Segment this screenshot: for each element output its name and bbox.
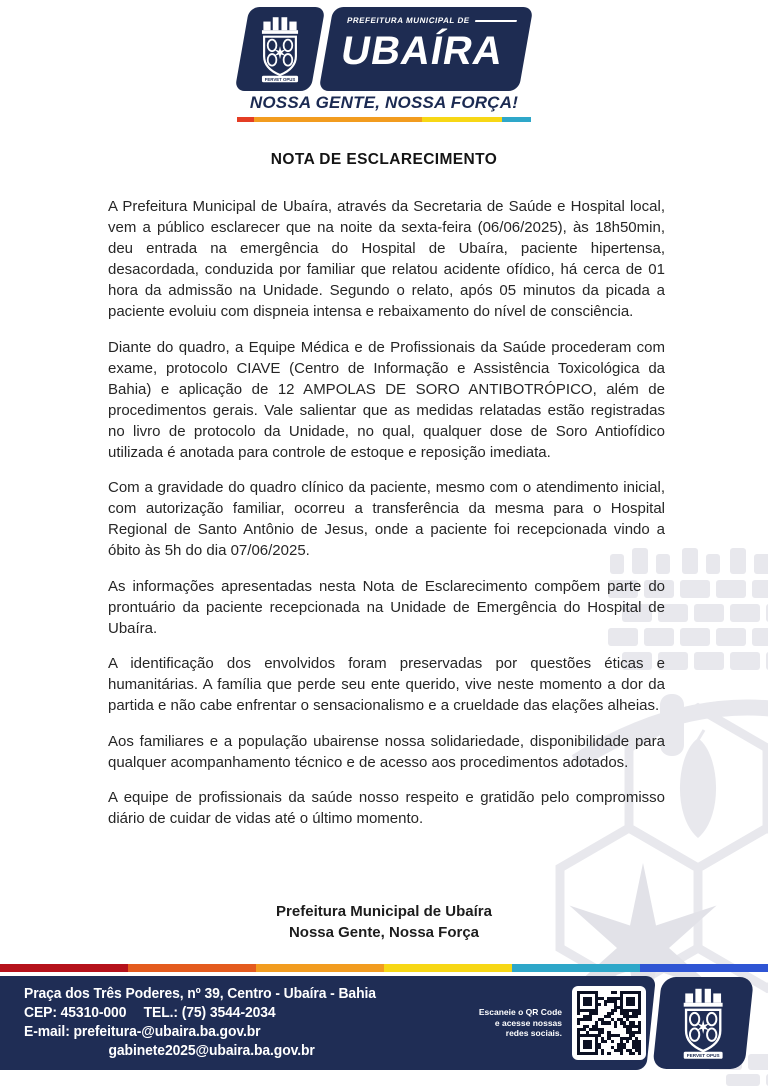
page-header xyxy=(0,7,768,122)
footer-tel: TEL.: (75) 3544-2034 xyxy=(143,1005,276,1021)
crest-motto: FERVET OPUS xyxy=(686,1053,720,1059)
paragraph: Diante do quadro, a Equipe Médica e de Profissionais da Saúde procederam com exame, protocolo CIAVE (Centro de Informação e Assistência Toxicológica da Bahia) e aplicação de 12 AMPOLAS DE SORO ANTIBOTRÓPICO, além de procedimentos gerais. Vale salientar que as medidas relatadas estão registradas no livro de protocolo da Unidade, no qual, qualquer dose de Soro Antiofídico utilizada é anotada para controle de estoque e reposição imediata. xyxy=(108,338,665,461)
paragraph: Com a gravidade do quadro clínico da paciente, mesmo com o atendimento inicial, com autorização familiar, ocorreu a transferência da mesma para o Hospital Regional de Santo Antônio de Jesus, onde a paciente foi recepcionada vindo a óbito às 5h do dia 07/06/2025. xyxy=(108,479,665,559)
footer-crest-panel xyxy=(652,977,754,1069)
stripe-segment xyxy=(128,964,256,972)
page-title: NOTA DE ESCLARECIMENTO xyxy=(270,151,498,168)
document-body xyxy=(108,196,665,844)
footer-email-line1: E-mail: prefeitura-@ubaira.ba.gov.br xyxy=(24,1024,261,1040)
stripe-segment xyxy=(237,117,255,122)
stripe-segment xyxy=(502,117,532,122)
signature-block xyxy=(0,901,768,943)
stripe-segment xyxy=(256,964,384,972)
logo-crest-panel xyxy=(235,7,326,91)
stripe-segment xyxy=(0,964,128,972)
paragraph: A Prefeitura Municipal de Ubaíra, através da Secretaria de Saúde e Hospital local, vem a público esclarecer que na noite da sexta-feira (06/06/2025), às 18h50min, deu entrada na emergência do Hospital de Ubaíra, paciente hipertensa, desacordada, conduzida por familiar que relatou acidente ofídico, há cerca de 01 hora da admissão na Unidade. Segundo o relato, após 05 minutos da picada a paciente evoluiu com dispneia intensa e rebaixamento do nível de consciência. xyxy=(108,198,665,320)
footer-contact-block xyxy=(24,985,446,1061)
logo-city-name: UBAÍRA xyxy=(337,29,508,73)
paragraph: As informações apresentadas nesta Nota de Esclarecimento compõem parte do prontuário da paciente recepcionada na Unidade de Emergência do Hospital de Ubaíra. xyxy=(108,577,665,637)
logo-swoosh xyxy=(475,20,518,22)
coat-of-arms-icon xyxy=(675,985,731,1061)
signature-line: Nossa Gente, Nossa Força xyxy=(288,924,480,941)
paragraph: Aos familiares e a população ubairense nossa solidariedade, disponibilidade para qualquer acompanhamento técnico e de acesso aos procedimentos adotados. xyxy=(108,732,665,771)
stripe-segment xyxy=(254,117,422,122)
qr-caption-line: e acesse nossas xyxy=(494,1017,562,1028)
qr-caption xyxy=(474,1007,562,1039)
footer-bar xyxy=(0,976,656,1070)
stripe-segment xyxy=(384,964,512,972)
stripe-segment xyxy=(640,964,768,972)
paragraph: A equipe de profissionais da saúde nosso respeito e gratidão pelo compromisso diário de cuidar de vidas até o último momento. xyxy=(108,789,665,827)
footer-cep: CEP: 45310-000 xyxy=(24,1005,127,1021)
qr-caption-line: Escaneie o QR Code xyxy=(478,1007,562,1018)
stripe-segment xyxy=(512,964,640,972)
footer-email-line2: gabinete2025@ubaira.ba.gov.br xyxy=(108,1043,315,1059)
logo-small-label: PREFEITURA MUNICIPAL DE xyxy=(346,16,471,25)
header-rainbow-stripe xyxy=(237,117,532,122)
paragraph: A identificação dos envolvidos foram preservadas por questões éticas e humanitárias. A família que perde seu ente querido, vive neste momento a dor da partida e não cabe enfrentar o sensacionalismo e a crueldade das elações alheias. xyxy=(108,655,665,714)
coat-of-arms-icon xyxy=(254,13,306,85)
city-logo xyxy=(242,7,526,91)
footer-address-line: Praça dos Três Poderes, nº 39, Centro - Ubaíra - Bahia xyxy=(24,986,376,1002)
crest-motto: FERVET OPUS xyxy=(264,76,296,82)
footer-rainbow-stripe xyxy=(0,964,768,972)
qr-caption-line: redes sociais. xyxy=(505,1028,562,1039)
qr-code xyxy=(572,986,646,1060)
logo-name-panel xyxy=(319,7,534,91)
city-slogan: NOSSA GENTE, NOSSA FORÇA! xyxy=(249,93,519,112)
signature-line: Prefeitura Municipal de Ubaíra xyxy=(276,903,492,920)
stripe-segment xyxy=(422,117,502,122)
